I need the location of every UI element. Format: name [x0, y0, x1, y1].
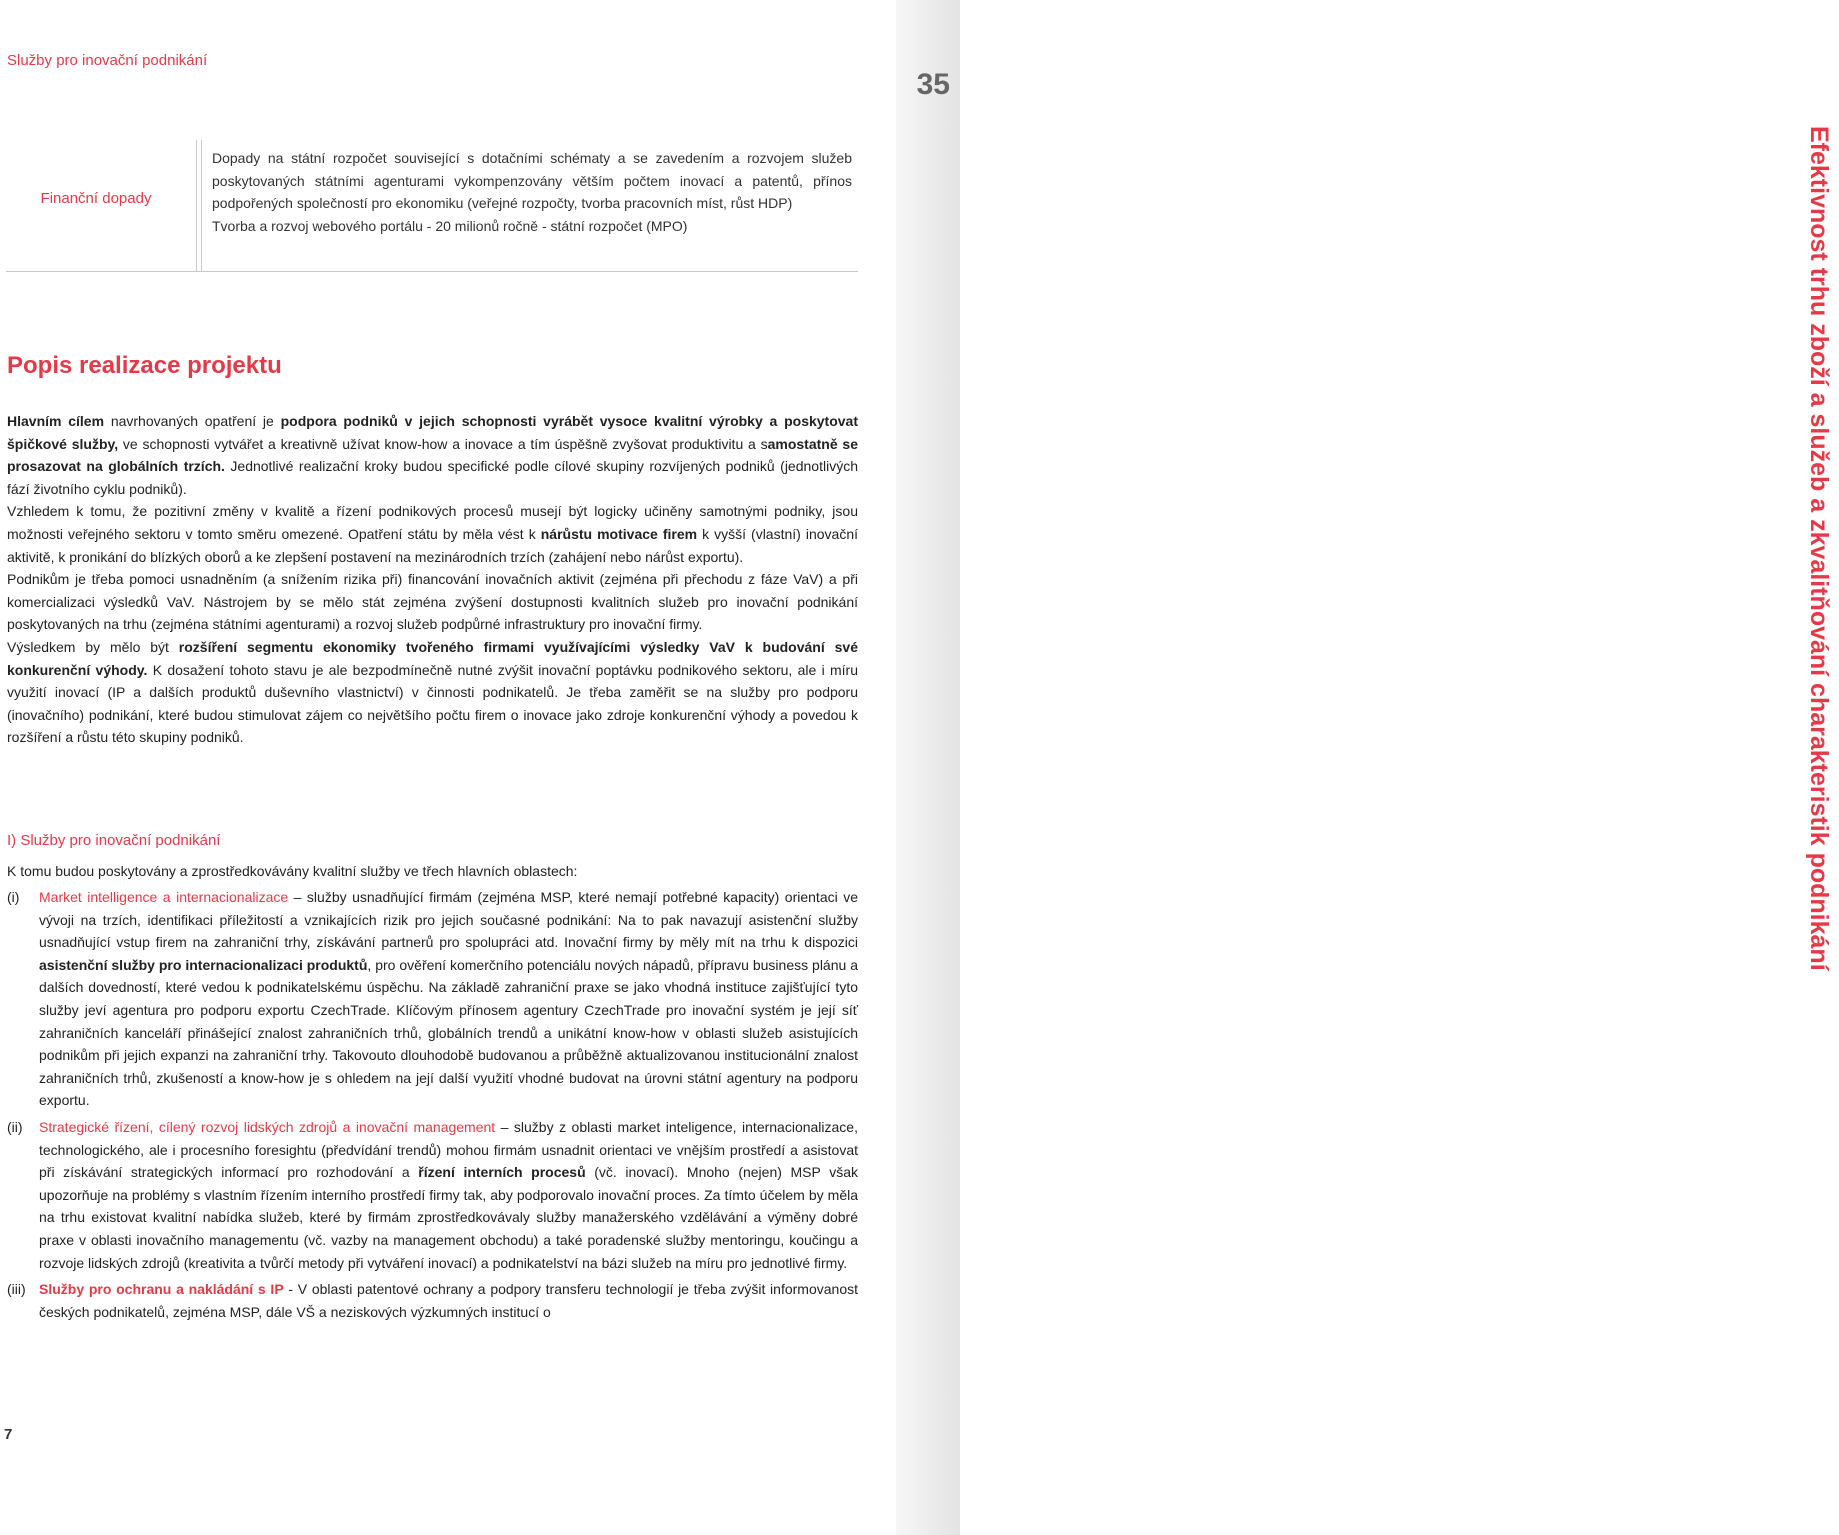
item-title: Market intelligence a internacionalizace [39, 889, 289, 905]
list-item [7, 1116, 858, 1274]
page-number: 35 [916, 68, 950, 101]
item-title: Strategické řízení, cílený rozvoj lidských zdrojů a inovační management [39, 1118, 496, 1135]
item-title: Služby pro ochranu a nakládání s IP [39, 1281, 284, 1298]
list-item [7, 1278, 858, 1323]
running-header: Služby pro inovační podnikání [7, 52, 208, 69]
chapter-sidebar [896, 0, 1833, 1535]
text-run: – služby usnadňující firmám (zejména MSP, které nemají potřebné kapacity) orientaci ve vývoji na trzích, identifikaci příležitostí a vznikajících rizik pro jejich současné podnikání: Na to pak navazují asistenční služby usnadňující vstup firem na zahraniční trhy, získávání partnerů pro spolupráci atd. Inovační firmy by měly mít na trhu k dispozici [39, 889, 858, 951]
text-run: Výsledkem by mělo být [7, 638, 179, 655]
list-item [7, 886, 858, 1112]
text-run: ve schopnosti vytvářet a kreativně užívat know-how a inovace a tím úspěšně zvyšovat produktivitu a s [118, 435, 768, 452]
list-marker: (ii) [7, 1118, 23, 1135]
financial-impacts-text: Dopady na státní rozpočet související s dotačními schématy a se zavedením a rozvojem služeb poskytovaných státními agenturami vykompenzovány větším počtem inovací a patentů, přínos podpořených společností pro ekonomiku (veřejné rozpočty, tvorba pracovních míst, růst HDP) [212, 150, 852, 211]
text-run: , pro ověření komerčního potenciálu nových nápadů, přípravu business plánu a dalších dovedností, které vedou k podnikatelskému úspěchu. Na základě zahraniční praxe se jako vhodná instituce zajišťující tyto služby jeví agentura pro podporu exportu CzechTrade. Klíčovým přínosem agentury CzechTrade pro inovační systém je její síť zahraničních kanceláří přinášející znalost zahraničních trhů, globálních trendů a unikátní know-how v oblasti služeb asistujících podnikům při jejich expanzi na zahraniční trhy. Takovouto dlouhodobě budovanou a průběžně aktualizovanou institucionální znalost zahraničních trhů, zkušeností a know-how je s ohledem na její další využití vhodné budovat na úrovni státní agentury na podporu exportu. [39, 956, 858, 1109]
bold-phrase: asistenční služby pro internacionalizaci produktů [39, 956, 368, 973]
bold-phrase: řízení interních procesů [418, 1164, 586, 1181]
bold-phrase: podpora podniků v jejich schopnosti vyrábět vysoce kvalitní výrobky a poskytovat špičkové služby, [7, 413, 859, 452]
text-run: K dosažení tohoto stavu je ale bezpodmínečně nutné zvýšit inovační poptávku podnikového sektoru, ale i míru využití inovací (IP a dalších produktů duševního vlastnictví) v činnosti podnikatelů. Je třeba zaměřit se na služby pro podporu (inovačního) podnikání, které budou stimulovat zájem co největšího počtu firem o inovace jako zdroje konkurenční výhody a povedou k rozšíření a růstu této skupiny podniků. [7, 661, 859, 746]
chapter-vertical-title: Efektivnost trhu zboží a služeb a zkvalitňování charakteristik podnikání [1805, 126, 1833, 971]
services-list [7, 886, 858, 1327]
text-run: (vč. inovací). Mnoho (nejen) MSP však upozorňuje na problémy s vlastním řízením interního prostředí firmy tak, aby podporovalo inovační proces. Za tímto účelem by měla na trhu existovat kvalitní nabídka služeb, které by firmám zprostředkovávaly služby manažerského vzdělávání a výměny dobré praxe v oblasti inovačního managementu (vč. vazby na management obchodu) a také poradenské služby mentoringu, koučingu a rozvoje lidských zdrojů (kreativita a tvůrčí metody při vytváření inovací) a podnikatelství na bázi služeb na míru pro jednotlivé firmy. [39, 1164, 858, 1271]
paragraph-goal [7, 410, 858, 500]
text-run: – služby z oblasti market inteligence, internacionalizace, technologického, ale i procesního foresightu (předvídání trendů) mohou firmám usnadnit orientaci ve vnějším prostředí a asistovat při získávání strategických informací pro rozhodování a [39, 1118, 858, 1181]
paragraph-financing: Podnikům je třeba pomoci usnadněním (a snížením rizika při) financování inovačních aktivit (zejména při přechodu z fáze VaV) a při komercializaci výsledků VaV. Nástrojem by se mělo stát zejména zvýšení dostupnosti kvalitních služeb pro inovační podnikání poskytovaných na trhu (zejména státními agenturami) a rozvoj služeb podpůrné infrastruktury pro inovační firmy. [7, 571, 858, 633]
bold-phrase: Hlavním cílem [7, 413, 105, 429]
paragraph-motivation [7, 500, 858, 568]
services-heading: I) Služby pro inovační podnikání [7, 832, 221, 849]
bold-phrase: amostatně se prosazovat na globálních trzích. [7, 435, 858, 475]
footnote-number: 7 [4, 1426, 13, 1443]
table-divider [196, 140, 202, 271]
section-heading: Popis realizace projektu [7, 352, 282, 379]
main-body [7, 410, 858, 749]
paragraph-result [7, 636, 858, 749]
text-run: - V oblasti patentové ochrany a podpory transferu technologií je třeba zvýšit informovanost českých podnikatelů, zejména MSP, dále VŠ a neziskových výzkumných institucí o [39, 1281, 858, 1320]
financial-impacts-portal: Tvorba a rozvoj webového portálu - 20 milionů ročně - státní rozpočet (MPO) [212, 217, 688, 234]
text-run: navrhovaných opatření je [104, 413, 281, 429]
financial-impacts-table [6, 140, 858, 272]
financial-impacts-content [212, 147, 852, 237]
bold-phrase: rozšíření segmentu ekonomiky tvořeného firmami využívajícími výsledky VaV k budování své konkurenční výhody. [7, 638, 858, 678]
bold-phrase: nárůstu motivace firem [540, 525, 698, 542]
financial-impacts-label: Finanční dopady [40, 190, 152, 207]
services-lead: K tomu budou poskytovány a zprostředkovávány kvalitní služby ve třech hlavních oblastech: [7, 863, 578, 879]
list-marker: (i) [7, 889, 20, 905]
text-run: Vzhledem k tomu, že pozitivní změny v kvalitě a řízení podnikových procesů musejí být logicky učiněny samotnými podniky, jsou možnosti veřejného sektoru v tomto směru omezené. Opatření státu by měla vést k [7, 503, 858, 542]
text-run: Jednotlivé realizační kroky budou specifické podle cílové skupiny rozvíjených podniků (jednotlivých fází životního cyklu podniků). [7, 458, 858, 497]
list-marker: (iii) [7, 1281, 26, 1298]
text-run: k vyšší (vlastní) inovační aktivitě, k pronikání do blízkých oborů a ke zlepšení postavení na mezinárodních trzích (zahájení nebo nárůst exportu). [7, 525, 858, 565]
